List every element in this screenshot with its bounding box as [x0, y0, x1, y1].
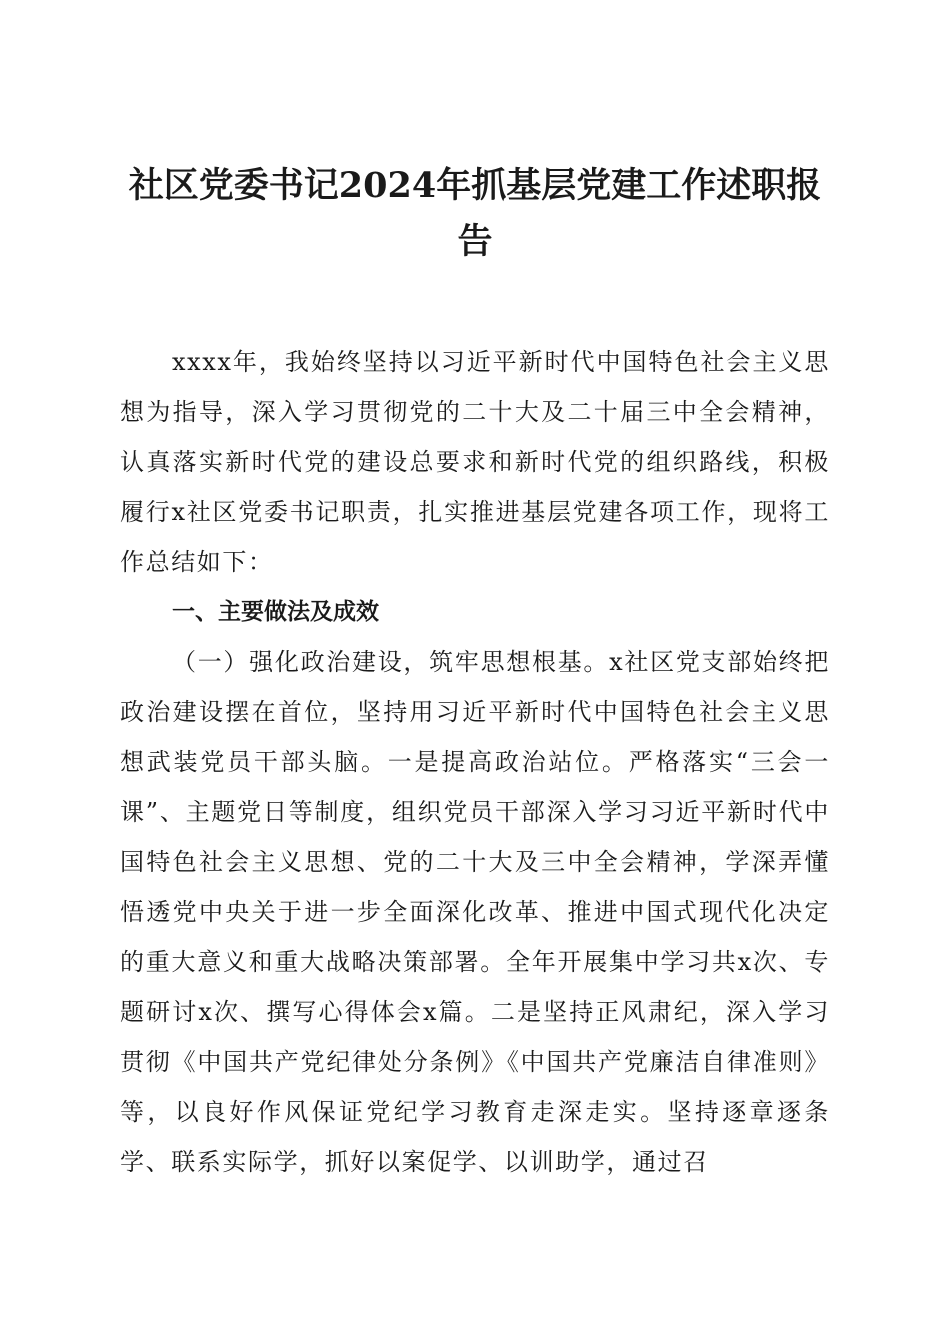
- section-paragraph: （一）强化政治建设，筑牢思想根基。x社区党支部始终把政治建设摆在首位，坚持用习近平新时代中国特色社会主义思想武装党员干部头脑。一是提高政治站位。严格落实“三会一课”、主题党日等制度，组织党员干部深入学习习近平新时代中国特色社会主义思想、党的二十大及三中全会精神，学深弄懂悟透党中央关于进一步全面深化改革、推进中国式现代化决定的重大意义和重大战略决策部署。全年开展集中学习共x次、专题研讨x次、撰写心得体会x篇。二是坚持正风肃纪，深入学习贯彻《中国共产党纪律处分条例》《中国共产党廉洁自律准则》等，以良好作风保证党纪学习教育走深走实。坚持逐章逐条学、联系实际学，抓好以案促学、以训助学，通过召: [120, 648, 830, 1176]
- section-heading: 一、主要做法及成效: [172, 599, 379, 625]
- document-title: 社区党委书记2024年抓基层党建工作述职报告: [128, 165, 822, 262]
- intro-paragraph: xxxx年，我始终坚持以习近平新时代中国特色社会主义思想为指导，深入学习贯彻党的二十大及二十届三中全会精神，认真落实新时代党的建设总要求和新时代党的组织路线，积极履行x社区党委书记职责，扎实推进基层党建各项工作，现将工作总结如下：: [120, 348, 830, 576]
